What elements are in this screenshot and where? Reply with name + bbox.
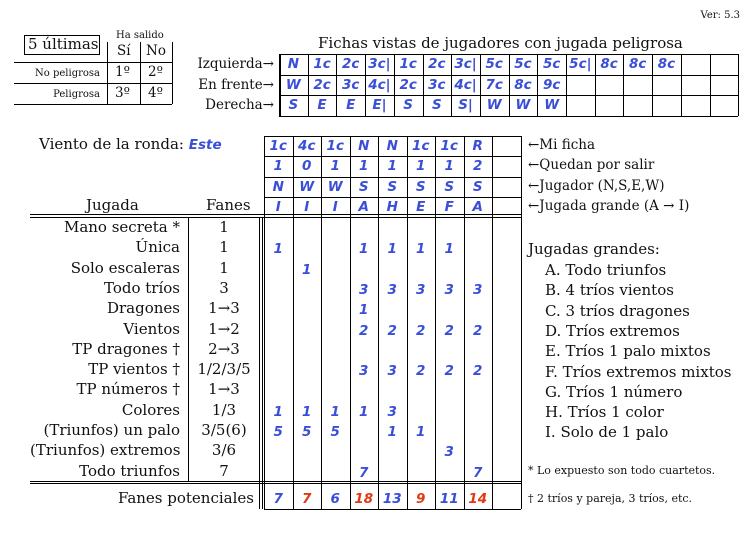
fichas-cell: E xyxy=(346,97,356,113)
top-cell: 1 xyxy=(387,158,397,175)
top-row-note: ←Jugada grande (A → I) xyxy=(528,197,690,214)
jugada-cell: 1 xyxy=(302,261,312,278)
ultimas-row-label: Peligrosa xyxy=(53,89,100,100)
fichas-cell: 1c xyxy=(399,56,417,72)
jugada-fanes: 3 xyxy=(219,278,229,297)
fichas-cell: S xyxy=(403,97,413,113)
fichas-cell: 2c xyxy=(428,56,446,72)
footnote-star: * Lo expuesto son todo cuartetos. xyxy=(528,464,716,477)
top-cell: 1 xyxy=(359,158,369,175)
fichas-cell: 3c xyxy=(342,76,360,93)
top-cell: 1c xyxy=(269,138,287,154)
grandes-title: Jugadas grandes: xyxy=(528,240,660,258)
top-cell: 1 xyxy=(444,158,454,175)
grandes-item: D. Tríos extremos xyxy=(545,321,680,340)
ultimas-row-no: 2º xyxy=(148,64,163,80)
top-cell: 1c xyxy=(440,138,458,154)
jugada-cell: 2 xyxy=(444,322,454,339)
top-cell: 4c xyxy=(298,138,316,154)
grandes-item: B. 4 tríos vientos xyxy=(545,281,674,300)
fichas-cell: 5c xyxy=(542,56,561,72)
jugada-cell: 2 xyxy=(359,322,369,339)
ultimas-row-label: No peligrosa xyxy=(35,68,100,79)
fichas-cell: 3c xyxy=(428,76,446,93)
ultimas-row-si: 3º xyxy=(115,85,130,101)
jugada-fanes: 3/5(6) xyxy=(201,421,247,439)
jugada-cell: 1 xyxy=(387,241,397,258)
potenciales-label: Fanes potenciales xyxy=(117,489,254,507)
jugada-fanes: 7 xyxy=(219,461,229,480)
top-row-note: ←Quedan por salir xyxy=(528,157,655,174)
jugada-cell: 7 xyxy=(473,464,483,481)
jugada-fanes: 1 xyxy=(219,238,229,257)
grandes-item: G. Tríos 1 número xyxy=(545,382,683,401)
jugada-fanes: 1/2/3/5 xyxy=(197,360,251,379)
header-fanes: Fanes xyxy=(206,196,251,214)
jugada-cell: 1 xyxy=(359,302,369,319)
top-cell: R xyxy=(472,138,483,154)
fichas-row-label: En frente→ xyxy=(198,76,274,93)
fichas-cell: W xyxy=(486,97,502,113)
header-jugada: Jugada xyxy=(86,196,139,214)
jugada-cell: 2 xyxy=(416,363,426,380)
top-row-note: ←Jugador (N,S,E,W) xyxy=(528,177,665,194)
jugada-name: TP dragones † xyxy=(72,339,180,358)
top-cell: 1 xyxy=(416,158,426,175)
top-cell: 1c xyxy=(412,138,430,154)
grandes-item: A. Todo triunfos xyxy=(545,261,667,279)
grandes-item: H. Tríos 1 color xyxy=(545,403,664,422)
fichas-cell: W xyxy=(544,97,560,113)
fichas-cell: N xyxy=(287,56,299,72)
top-cell: I xyxy=(275,198,281,215)
jugada-name: TP números † xyxy=(76,380,180,399)
jugada-name: Dragones xyxy=(106,299,180,318)
jugada-name: (Triunfos) un palo xyxy=(43,421,180,439)
fichas-cell: 2c xyxy=(399,76,417,93)
fichas-cell: 3c| xyxy=(368,56,391,72)
jugada-name: Colores xyxy=(121,400,180,419)
fichas-cell: 1c xyxy=(313,56,331,72)
potenciales-cell: 6 xyxy=(330,491,340,507)
si-label: Sí xyxy=(117,43,131,59)
top-cell: H xyxy=(386,198,398,215)
jugada-cell: 1 xyxy=(416,424,426,440)
top-cell: S xyxy=(472,178,483,195)
top-cell: I xyxy=(332,198,338,215)
jugada-cell: 2 xyxy=(387,322,397,339)
top-cell: E xyxy=(416,198,426,215)
jugada-cell: 2 xyxy=(473,363,483,380)
potenciales-cell: 18 xyxy=(354,491,374,507)
jugada-cell: 3 xyxy=(473,281,483,298)
jugada-cell: 1 xyxy=(416,241,426,258)
top-cell: N xyxy=(272,178,284,195)
fichas-cell: 5c xyxy=(514,56,532,72)
jugada-name: Vientos xyxy=(123,319,180,338)
potenciales-cell: 9 xyxy=(416,491,426,507)
grandes-item: C. 3 tríos dragones xyxy=(545,301,690,320)
top-cell: 1 xyxy=(273,158,283,175)
fichas-row-label: Izquierda→ xyxy=(197,56,274,72)
top-cell: 2 xyxy=(473,158,483,175)
grandes-item: F. Tríos extremos mixtos xyxy=(545,362,732,381)
jugada-cell: 5 xyxy=(302,424,312,440)
viento-label xyxy=(39,135,222,153)
fichas-cell: S xyxy=(431,97,442,113)
top-row-note: ←Mi ficha xyxy=(528,137,596,153)
jugada-cell: 2 xyxy=(416,322,426,339)
jugada-cell: 1 xyxy=(273,403,283,420)
jugada-name: Mano secreta * xyxy=(63,218,180,236)
fichas-cell: 2c xyxy=(313,76,331,93)
jugada-cell: 3 xyxy=(444,444,454,461)
fichas-cell: S| xyxy=(458,97,473,113)
fichas-cell: 3c| xyxy=(454,56,477,72)
grandes-item: E. Tríos 1 palo mixtos xyxy=(545,342,711,361)
jugada-cell: 1 xyxy=(302,403,312,420)
fichas-cell: 5c xyxy=(485,56,503,72)
version-label: Ver: 5.3 xyxy=(700,10,740,21)
top-cell: S xyxy=(387,178,398,195)
top-cell: S xyxy=(358,178,369,195)
top-cell: S xyxy=(415,178,426,195)
fichas-cell: E| xyxy=(372,97,387,113)
jugada-cell: 3 xyxy=(416,281,426,298)
top-cell: A xyxy=(358,198,369,215)
ultimas-row-si: 1º xyxy=(115,64,130,80)
top-cell: 1c xyxy=(326,138,344,154)
jugada-cell: 3 xyxy=(359,281,369,298)
jugada-name: Única xyxy=(135,238,180,257)
jugada-fanes: 1→3 xyxy=(208,299,240,318)
jugada-cell: 2 xyxy=(473,322,483,339)
ultimas-title: 5 últimas xyxy=(28,35,99,53)
viento-value: Este xyxy=(188,137,222,153)
fichas-cell: W xyxy=(515,97,531,113)
potenciales-cell: 14 xyxy=(468,491,488,507)
jugada-cell: 7 xyxy=(359,464,369,481)
jugada-name: Todo triunfos xyxy=(79,461,180,480)
jugada-cell: 1 xyxy=(330,403,340,420)
jugada-cell: 1 xyxy=(387,424,397,440)
jugada-name: Solo escaleras xyxy=(70,258,180,277)
top-cell: 0 xyxy=(302,158,312,175)
fichas-cell: 2c xyxy=(342,56,360,72)
potenciales-cell: 13 xyxy=(382,491,402,507)
fichas-cell: S xyxy=(288,97,299,113)
no-label: No xyxy=(146,43,166,59)
fichas-cell: 8c xyxy=(657,56,676,72)
jugada-name: TP vientos † xyxy=(88,360,180,379)
potenciales-cell: 7 xyxy=(302,491,312,507)
jugada-fanes: 1→3 xyxy=(208,380,240,399)
jugada-cell: 5 xyxy=(330,424,340,440)
fichas-cell: 7c xyxy=(485,76,503,93)
ultimas-row-no: 4º xyxy=(148,85,163,101)
fichas-cell: W xyxy=(285,76,301,93)
jugada-cell: 1 xyxy=(273,241,283,258)
potenciales-cell: 7 xyxy=(273,491,283,507)
jugada-fanes: 3/6 xyxy=(211,441,237,460)
fichas-cell: 4c| xyxy=(368,76,391,93)
jugada-cell: 1 xyxy=(444,241,454,258)
jugada-fanes: 1→2 xyxy=(208,319,240,338)
top-cell: W xyxy=(299,178,315,195)
top-cell: N xyxy=(358,138,370,154)
fichas-cell: 8c xyxy=(600,56,618,72)
top-cell: S xyxy=(444,178,455,195)
jugada-cell: 3 xyxy=(387,281,397,298)
jugada-fanes: 1 xyxy=(219,218,229,236)
fichas-cell: 9c xyxy=(542,76,561,93)
fichas-cell: 8c xyxy=(514,76,532,93)
fichas-title: Fichas vistas de jugadores con jugada peligrosa xyxy=(318,34,683,52)
jugada-cell: 3 xyxy=(387,363,397,380)
jugada-fanes: 1/3 xyxy=(211,400,237,419)
viento-text: Viento de la ronda: xyxy=(39,135,184,153)
top-cell: W xyxy=(327,178,343,195)
fichas-row-label: Derecha→ xyxy=(205,97,274,113)
fichas-cell: E xyxy=(317,97,327,113)
jugada-cell: 1 xyxy=(359,403,369,420)
ha-salido-label: Ha salido xyxy=(116,30,164,41)
footnote-dagger: † 2 tríos y pareja, 3 tríos, etc. xyxy=(528,492,693,505)
jugada-cell: 2 xyxy=(444,363,454,380)
jugada-fanes: 1 xyxy=(219,258,229,277)
jugada-cell: 3 xyxy=(444,281,454,298)
potenciales-cell: 11 xyxy=(439,491,459,507)
fichas-cell: 4c| xyxy=(454,76,477,93)
top-cell: 1 xyxy=(330,158,340,175)
jugada-name: Todo tríos xyxy=(104,278,180,297)
jugada-cell: 3 xyxy=(387,403,397,420)
top-cell: F xyxy=(444,198,454,215)
fichas-cell: 8c xyxy=(629,56,647,72)
top-cell: A xyxy=(472,198,483,215)
jugada-fanes: 2→3 xyxy=(208,339,240,358)
jugada-name: (Triunfos) extremos xyxy=(30,441,181,460)
jugada-cell: 1 xyxy=(359,241,369,258)
fichas-cell: 5c| xyxy=(569,56,592,72)
top-cell: I xyxy=(304,198,310,215)
grandes-item: I. Solo de 1 palo xyxy=(545,423,669,442)
top-cell: N xyxy=(386,138,398,154)
jugada-cell: 5 xyxy=(273,424,283,440)
jugada-cell: 3 xyxy=(359,363,369,380)
